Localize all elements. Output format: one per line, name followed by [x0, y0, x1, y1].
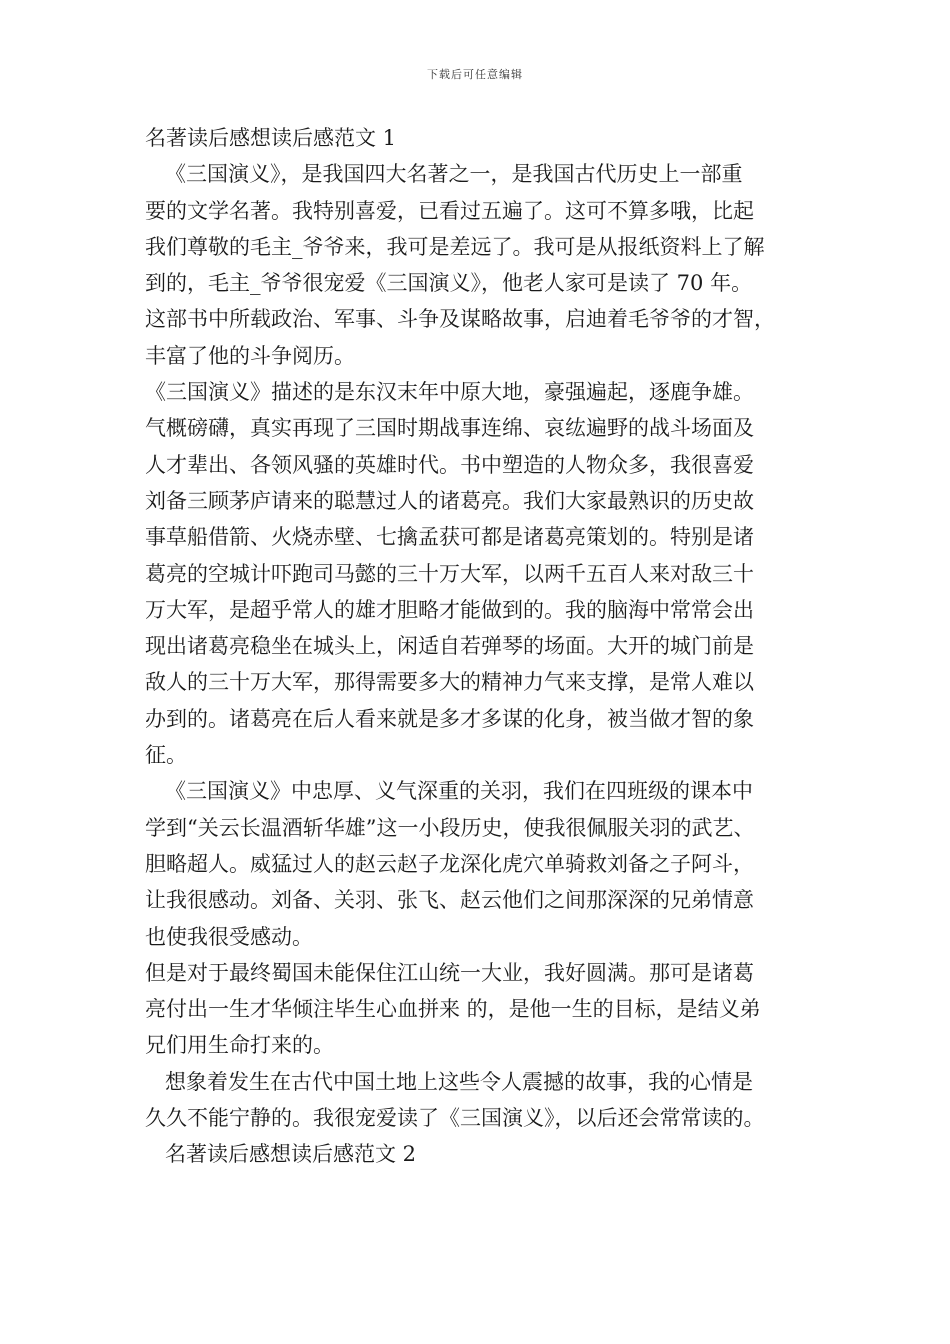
text-line: 敌人的三十万大军，那得需要多大的精神力气来支撑，是常人难以 [145, 670, 754, 695]
document-body [145, 120, 830, 1173]
text-line: 也使我很受感动。 [145, 924, 313, 949]
text-line: 兄们用生命打来的。 [145, 1033, 334, 1058]
text-line: 要的文学名著。我特别喜爱，已看过五遍了。这可不算多哦，比起 [145, 198, 754, 223]
page-header: 下载后可任意编辑 [427, 68, 523, 81]
text-line: 万大军，是超乎常人的雄才胆略才能做到的。我的脑海中常常会出 [145, 597, 754, 622]
text-line: 《三国演义》，是我国四大名著之一，是我国古代历史上一部重 [165, 162, 743, 187]
text-line: 葛亮的空城计吓跑司马懿的三十万大军，以两千五百人来对敌三十 [145, 561, 754, 586]
text-line: 事草船借箭、火烧赤壁、七擒孟获可都是诸葛亮策划的。特别是诸 [145, 525, 754, 550]
text-line: 气概磅礴，真实再现了三国时期战事连绵、哀纮遍野的战斗场面及 [145, 416, 754, 441]
text-line: 丰富了他的斗争阅历。 [145, 343, 355, 368]
text-line: 《三国演义》中忠厚、义气深重的关羽，我们在四班级的课本中 [165, 779, 753, 804]
text-line: 刘备三顾茅庐请来的聪慧过人的诸葛亮。我们大家最熟识的历史故 [145, 488, 754, 513]
text-line: 想象着发生在古代中国土地上这些令人震撼的故事，我的心情是 [165, 1069, 753, 1094]
text-line: 这部书中所载政治、军事、斗争及谋略故事，启迪着毛爷爷的才智， [145, 307, 775, 332]
text-line: 让我很感动。刘备、关羽、张飞、赵云他们之间那深深的兄弟情意 [145, 888, 754, 913]
text-line: 人才辈出、各领风骚的英雄时代。书中塑造的人物众多，我很喜爱 [145, 452, 754, 477]
text-line: 但是对于最终蜀国未能保住江山统一大业，我好圆满。那可是诸葛 [145, 960, 754, 985]
text-line: 《三国演义》描述的是东汉末年中原大地，豪强遍起，逐鹿争雄。 [145, 380, 754, 405]
text-line: 到的，毛主_爷爷很宠爱《三国演义》，他老人家可是读了 70 年。 [145, 271, 753, 296]
text-line: 征。 [145, 743, 187, 768]
text-line: 名著读后感想读后感范文 1 [145, 126, 397, 150]
text-line: 我们尊敬的毛主_爷爷来，我可是差远了。我可是从报纸资料上了解 [145, 234, 765, 259]
text-line: 现出诸葛亮稳坐在城头上，闲适自若弹琴的场面。大开的城门前是 [145, 634, 754, 659]
text-line: 亮付出一生才华倾注毕生心血拼来 的，是他一生的目标，是结义弟 [145, 997, 761, 1022]
text-line: 胆略超人。威猛过人的赵云赵子龙深化虎穴单骑救刘备之子阿斗， [145, 851, 754, 876]
text-line: 久久不能宁静的。我很宠爱读了《三国演义》，以后还会常常读的。 [145, 1106, 765, 1131]
text-line: 办到的。诸葛亮在后人看来就是多才多谋的化身，被当做才智的象 [145, 706, 754, 731]
text-line: 名著读后感想读后感范文 2 [165, 1142, 417, 1167]
text-line: 学到“关云长温酒斩华雄”这一小段历史，使我很佩服关羽的武艺、 [145, 815, 755, 840]
